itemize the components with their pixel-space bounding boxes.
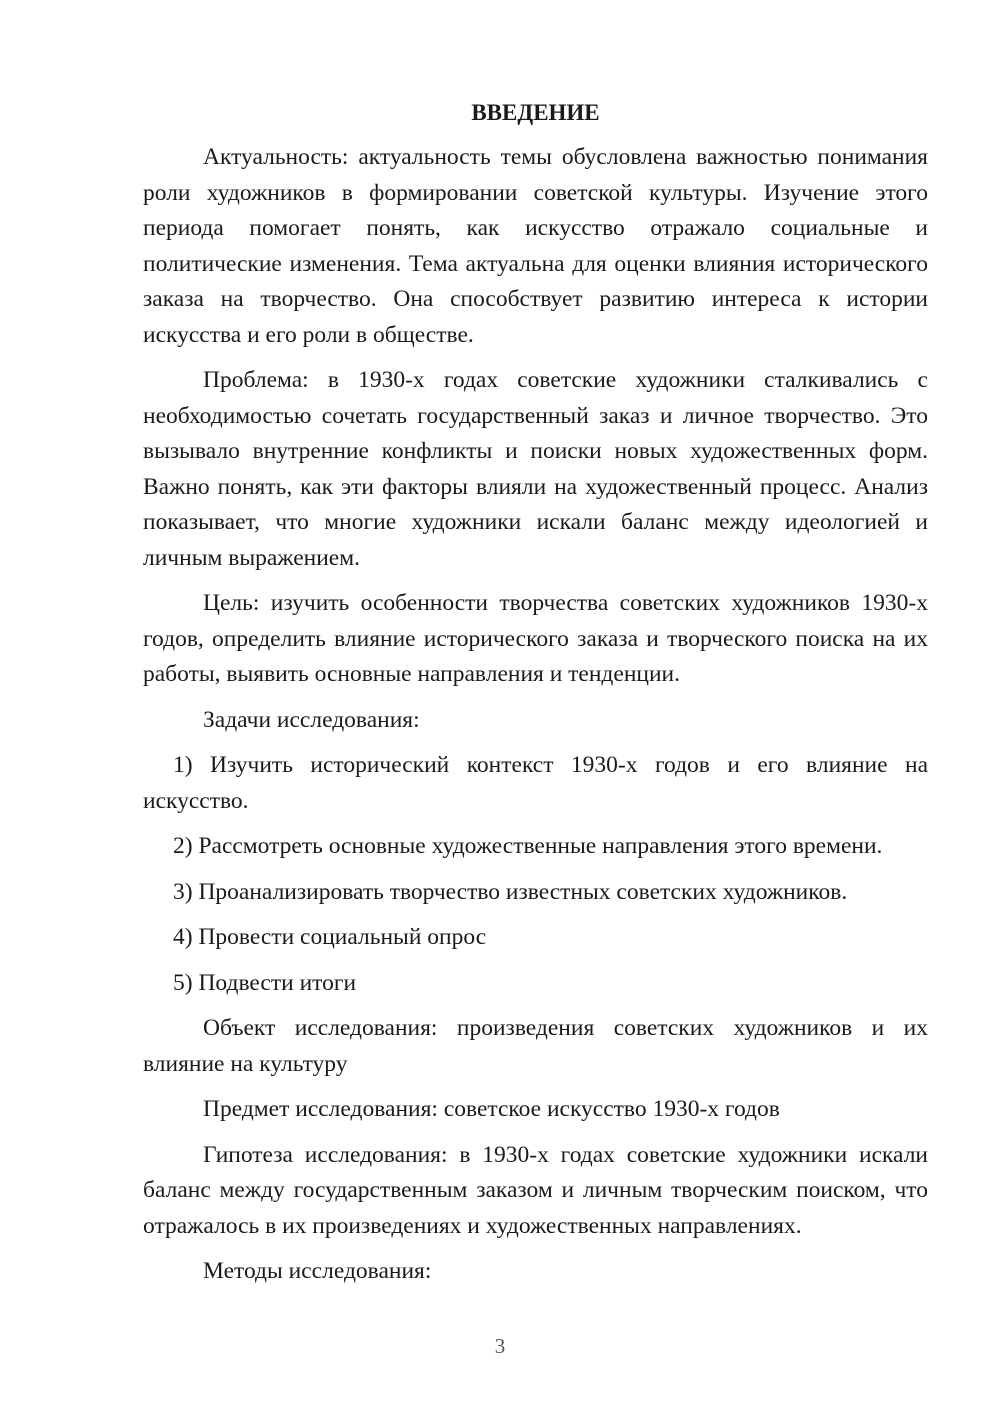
page-content [143, 95, 928, 1300]
task-item-4: 4) Провести социальный опрос [173, 924, 487, 950]
paragraph-problem: Проблема: в 1930-х годах советские художники сталкивались с необходимостью сочетать государственный заказ и личное творчество. Это вызывало внутренние конфликты и поиски новых художественных форм. Важно понять, как эти факторы влияли на художественный процесс. Анализ показывает, что многие художники искали баланс между идеологией и личным выражением. [143, 367, 928, 571]
paragraph-subject: Предмет исследования: советское искусство 1930-х годов [203, 1096, 780, 1122]
page-number: 3 [494, 1334, 506, 1358]
task-item-3: 3) Проанализировать творчество известных советских художников. [173, 878, 848, 905]
task-item-5: 5) Подвести итоги [173, 969, 357, 996]
paragraph-hypothesis: Гипотеза исследования: в 1930-х годах советские художники искали баланс между государственным заказом и личным творческим поиском, что отражалось в их произведениях и художественных направлениях. [143, 1141, 928, 1239]
paragraph-goal: Цель: изучить особенности творчества советских художников 1930-х годов, определить влияние исторического заказа и творческого поиска на их работы, выявить основные направления и тенденции. [143, 590, 928, 687]
paragraph-tasks-heading: Задачи исследования: [203, 706, 420, 733]
task-item-2: 2) Рассмотреть основные художественные направления этого времени. [173, 833, 883, 859]
paragraph-relevance: Актуальность: актуальность темы обусловлена важностью понимания роли художников в формировании советской культуры. Изучение этого периода помогает понять, как искусство отражало социальные и политические изменения. Тема актуальна для оценки влияния исторического заказа на творчество. Она способствует развитию интереса к истории искусства и его роли в обществе. [143, 144, 928, 348]
section-title: ВВЕДЕНИЕ [471, 100, 600, 125]
task-item-1: 1) Изучить исторический контекст 1930-х годов и его влияние на искусство. [143, 752, 928, 814]
paragraph-methods: Методы исследования: [203, 1258, 432, 1284]
paragraph-object: Объект исследования: произведения советских художников и их влияние на культуру [143, 1015, 928, 1077]
